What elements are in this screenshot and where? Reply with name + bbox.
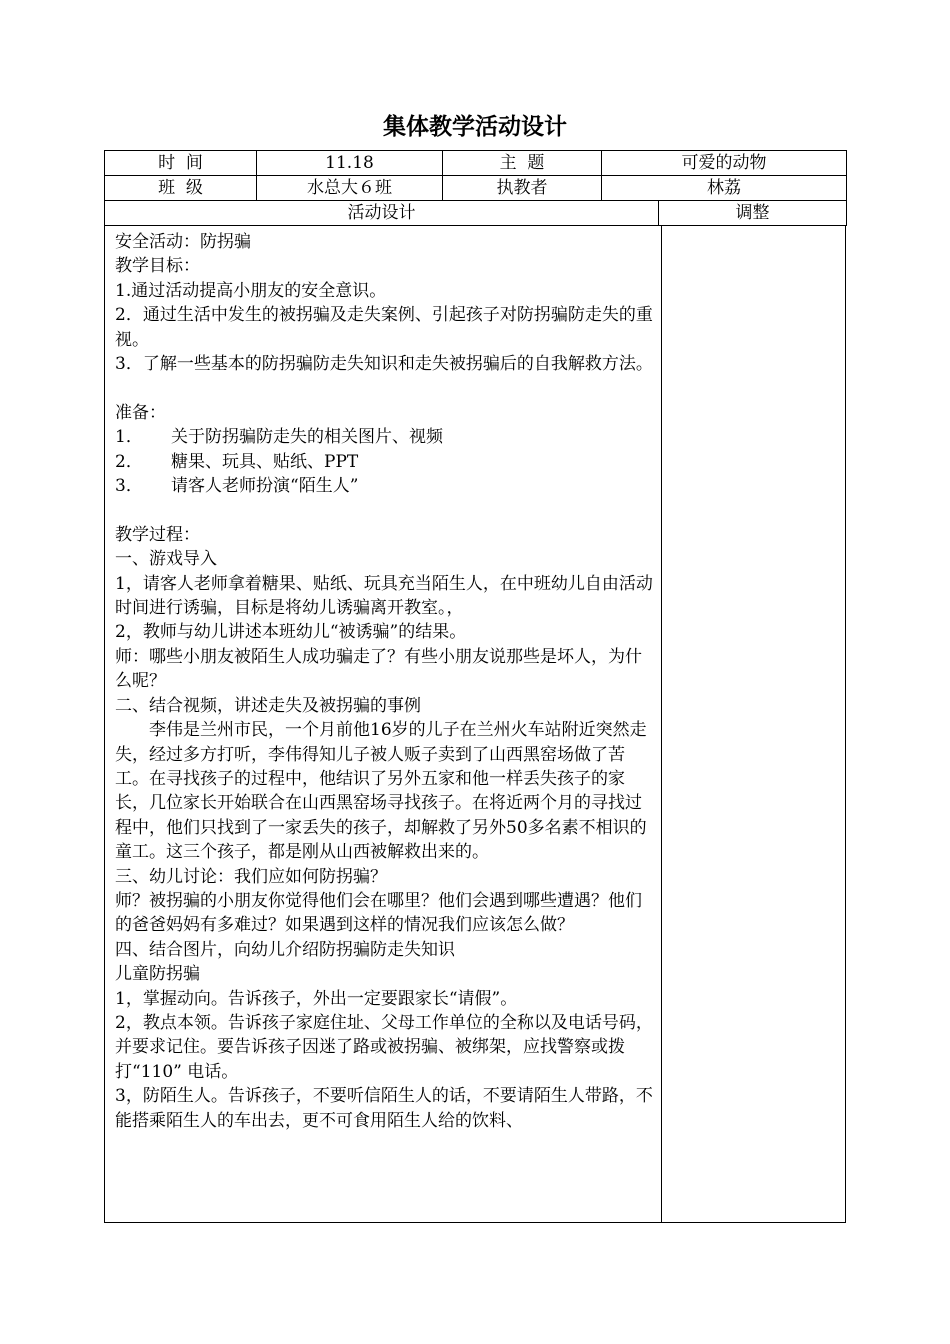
section-4-para-2: 2，教点本领。告诉孩子家庭住址、父母工作单位的全称以及电话号码，并要求记住。要告诉孩子因迷了路或被拐骗、被绑架，应找警察或拨打“110” 电话。 xyxy=(115,1012,653,1082)
document-title: 集体教学活动设计 xyxy=(383,114,567,140)
time-value: 11.18 xyxy=(257,151,443,176)
list-item xyxy=(115,450,655,474)
list-number: 2． xyxy=(115,451,143,472)
adjust-label: 调整 xyxy=(659,201,847,226)
section-2-story: 李伟是兰州市民，一个月前他16岁的儿子在兰州火车站附近突然走失，经过多方打听，李伟得知儿子被人贩子卖到了山西黑窑场做了苦工。在寻找孩子的过程中，他结识了另外五家和他一样丢失孩子的家长，几位家长开始联合在山西黑窑场寻找孩子。在将近两个月的寻找过程中，他们只找到了一家丢失的孩子，却解救了另外50多名素不相识的童工。这三个孩子，都是刚从山西被解救出来的。 xyxy=(115,720,647,863)
section-4-para-3: 3，防陌生人。告诉孩子，不要听信陌生人的话，不要请陌生人带路，不能搭乘陌生人的车出去，更不可食用陌生人给的饮料、 xyxy=(115,1086,653,1131)
topic-label: 主 题 xyxy=(443,151,602,176)
section-4-title: 四、结合图片，向幼儿介绍防拐骗防走失知识 xyxy=(115,939,455,960)
list-item xyxy=(115,474,655,498)
section-4-para-1: 1，掌握动向。告诉孩子，外出一定要跟家长“请假”。 xyxy=(115,988,518,1009)
list-text: 请客人老师扮演“陌生人” xyxy=(171,476,359,497)
design-label: 活动设计 xyxy=(105,201,659,226)
goal-3: 3．了解一些基本的防拐骗防走失知识和走失被拐骗后的自我解救方法。 xyxy=(115,354,653,375)
spacer xyxy=(115,376,655,400)
header-table xyxy=(104,150,847,226)
list-number: 3． xyxy=(115,476,143,497)
header-row-time xyxy=(105,151,847,176)
class-value: 水总大６班 xyxy=(257,176,443,201)
section-1-para-2: 2，教师与幼儿讲述本班幼儿“被诱骗”的结果。 xyxy=(115,622,467,643)
section-1-para-1: 1，请客人老师拿着糖果、贴纸、玩具充当陌生人，在中班幼儿自由活动时间进行诱骗，目标是将幼儿诱骗离开教室。， xyxy=(115,573,653,619)
goal-1: 1.通过活动提高小朋友的安全意识。 xyxy=(115,280,387,301)
teacher-value: 林荔 xyxy=(602,176,847,201)
header-row-class xyxy=(105,176,847,201)
section-3-para-1: 师？被拐骗的小朋友你觉得他们会在哪里？他们会遇到哪些遭遇？他们的爸爸妈妈有多难过？如果遇到这样的情况我们应该怎么做？ xyxy=(115,890,642,936)
class-label: 班 级 xyxy=(105,176,257,201)
time-label: 时 间 xyxy=(105,151,257,176)
design-column xyxy=(105,226,662,1222)
header-row-design xyxy=(105,201,847,226)
spacer xyxy=(115,498,655,522)
section-3-title: 三、幼儿讨论：我们应如何防拐骗？ xyxy=(115,866,387,887)
prep-title: 准备： xyxy=(115,402,166,423)
list-text: 关于防拐骗防走失的相关图片、视频 xyxy=(171,427,443,448)
process-title: 教学过程： xyxy=(115,524,200,545)
section-2-title: 二、结合视频，讲述走失及被拐骗的事例 xyxy=(115,695,421,716)
topic-value: 可爱的动物 xyxy=(602,151,847,176)
activity-title: 安全活动：防拐骗 xyxy=(115,232,251,252)
section-1-para-3: 师：哪些小朋友被陌生人成功骗走了？有些小朋友说那些是坏人，为什么呢？ xyxy=(115,646,642,692)
section-4-subtitle: 儿童防拐骗 xyxy=(115,964,200,985)
section-1-title: 一、游戏导入 xyxy=(115,549,217,570)
design-content xyxy=(105,226,661,1133)
teacher-label: 执教者 xyxy=(443,176,602,201)
body-table xyxy=(104,226,846,1223)
list-text: 糖果、玩具、贴纸、PPT xyxy=(171,451,359,472)
list-item xyxy=(115,425,655,449)
goal-2: 2．通过生活中发生的被拐骗及走失案例、引起孩子对防拐骗防走失的重视。 xyxy=(115,305,653,350)
list-number: 1． xyxy=(115,427,143,448)
goals-title: 教学目标： xyxy=(115,256,200,277)
